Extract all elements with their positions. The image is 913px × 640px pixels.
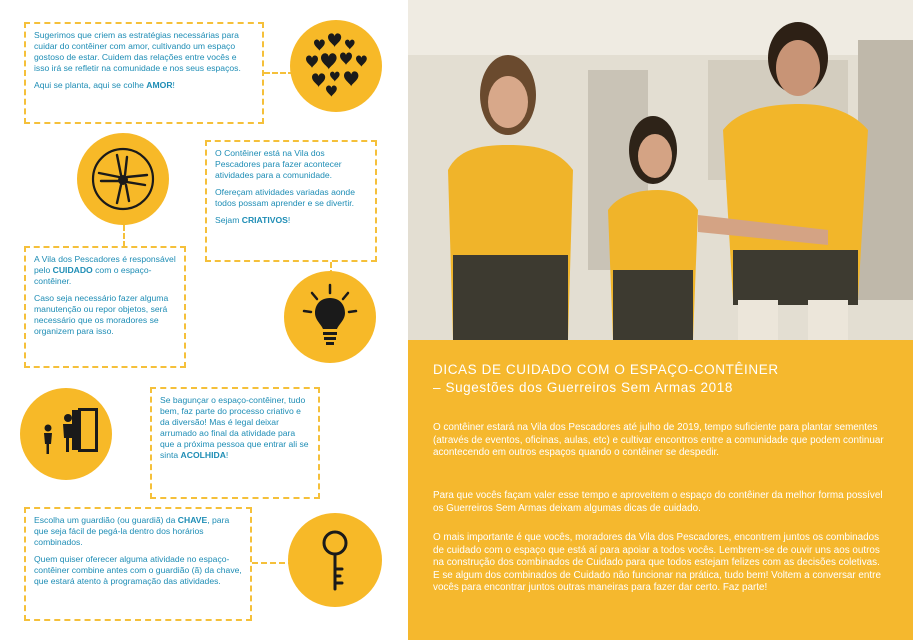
tip-key-p1 — [34, 515, 242, 548]
tip-care-p2: Caso seja necessário fazer alguma manutenção ou repor objetos, será necessário que os moradores se organizem para isso. — [34, 293, 169, 336]
tagline-pre: Aqui se planta, aqui se colhe — [34, 80, 147, 90]
lightbulb-circle — [284, 271, 376, 363]
panel-title: DICAS DE CUIDADO COM O ESPAÇO-CONTÊINER — [433, 362, 779, 377]
tips-panel — [408, 340, 913, 640]
key-circle — [288, 513, 382, 607]
connector-2 — [123, 225, 125, 247]
tip-box-key — [24, 507, 252, 621]
tip-creative-p3 — [215, 215, 367, 226]
tagline-bold: AMOR — [146, 80, 173, 90]
tip-box-care — [24, 246, 186, 368]
people-circle — [20, 388, 112, 480]
tip-box-love — [24, 22, 264, 124]
tip-creative-p1: O Contêiner está na Vila dos Pescadores para fazer acontecer atividades para a comunidade. — [215, 148, 342, 180]
care-bold: CUIDADO — [52, 265, 93, 275]
key-icon — [288, 513, 382, 607]
hands-circle-icon — [77, 133, 169, 225]
care-pre: A Vila dos Pescadores é responsável pelo — [34, 254, 176, 275]
hands-circle — [77, 133, 169, 225]
tip-box-creative — [205, 140, 377, 262]
key-bold: CHAVE — [177, 515, 208, 525]
key-pre: Escolha um guardião (ou guardiã) da — [34, 515, 178, 525]
photo-illustration — [408, 0, 913, 340]
panel-paragraph-3: O mais importante é que vocês, moradores da Vila dos Pescadores, encontrem juntos os combinados de cuidado com o espaço que está aí para apoiar a todos vocês. Lembrem-se de ouvir uns aos outros na construção dos combinados de Cuidado para que todos estejam felizes com as decisões coletivas. E se algum dos combinados de Cuidado não funcionar na prática, tudo bem! Voltem a conversar entre vocês para encontrar juntos outras maneiras para fazer dar certo. Faz parte! — [433, 532, 881, 594]
hearts-icon — [290, 20, 382, 112]
hearts-circle — [290, 20, 382, 112]
panel-subtitle: – Sugestões dos Guerreiros Sem Armas 2018 — [433, 380, 733, 395]
group-photo — [408, 0, 913, 340]
tip-key-p2: Quem quiser oferecer alguma atividade no espaço-contêiner combine antes com o guardião (ã) da chave, que estará atento à programação das atividades. — [34, 554, 242, 586]
creative-bold: CRIATIVOS — [241, 215, 288, 225]
welcome-pre: Se bagunçar o espaço-contêiner, tudo bem, faz parte do processo criativo e da diversão! Mas é legal deixar arrumado ao final da atividade para que a próxima pessoa que entrar ali se sinta — [160, 395, 309, 460]
tagline-post: ! — [172, 80, 175, 90]
tip-creative-p2: Ofereçam atividades variadas aonde todos possam aprender e se divertir. — [215, 187, 355, 208]
key-post: , para que seja fácil de pegá-la dentro dos horários combinados. — [34, 515, 230, 547]
care-post: com o espaço-contêiner. — [34, 265, 152, 286]
creative-pre: Sejam — [215, 215, 242, 225]
tip-care-p1 — [34, 254, 176, 287]
creative-post: ! — [287, 215, 291, 225]
panel-paragraph-1: O contêiner estará na Vila dos Pescadores até julho de 2019, tempo suficiente para plantar sementes (através de eventos, oficinas, aulas, etc) e cultivar encontros entre a comunidade que podem continuar acontecendo em outros espaços quando o contêiner se despedir. — [433, 422, 884, 459]
panel-paragraph-2: Para que vocês façam valer esse tempo e aproveitem o espaço do contêiner da melhor forma possível os Guerreiros Sem Armas deixam algumas dicas de cuidado. — [433, 490, 883, 514]
tip-love-text: Sugerimos que criem as estratégias necessárias para cuidar do contêiner com amor, cultivando um espaço gostoso de estar. Cuidem das relações entre vocês e isso irá se refletir na comunidade e nos seus espaços. — [34, 30, 241, 73]
lightbulb-icon — [284, 271, 376, 363]
welcome-post: ! — [225, 450, 229, 460]
left-page — [0, 0, 408, 640]
tip-love-tagline — [34, 80, 254, 91]
tip-welcome-p1 — [160, 395, 310, 461]
welcome-bold: ACOLHIDA — [180, 450, 226, 460]
people-door-icon — [20, 388, 112, 480]
tip-box-welcome — [150, 387, 320, 499]
right-page — [408, 0, 913, 640]
